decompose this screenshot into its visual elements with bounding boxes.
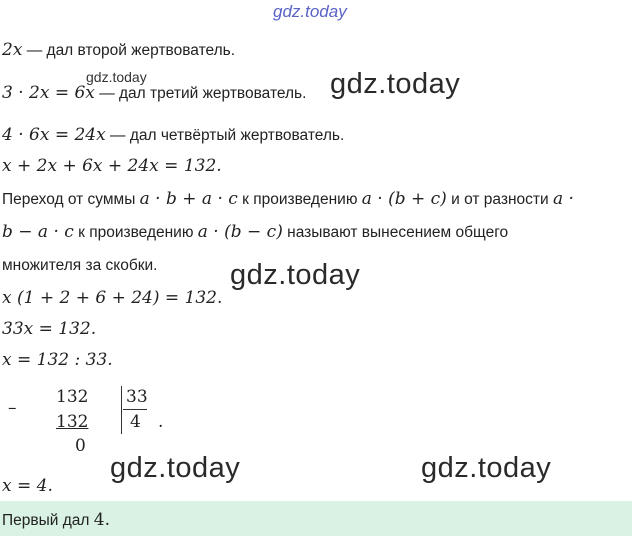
- division-subtrahend: 132: [56, 412, 89, 432]
- division-horizontal-bar: [123, 409, 147, 410]
- equation-sum: x + 2x + 6x + 24x = 132.: [2, 156, 222, 176]
- watermark-big-4: gdz.today: [421, 452, 552, 484]
- equation-factored: x (1 + 2 + 6 + 24) = 132.: [2, 288, 223, 308]
- watermark-small: gdz.today: [86, 69, 147, 85]
- math-3-2x: 3 · 2x = 6x: [2, 83, 95, 103]
- answer-value: 4.: [93, 510, 110, 530]
- division-vertical-bar: [121, 386, 122, 434]
- answer-text: Первый дал 4.: [2, 510, 110, 530]
- line-third-donor: [2, 83, 306, 104]
- division-end-dot: .: [158, 412, 164, 432]
- watermark-top: gdz.today: [273, 2, 347, 21]
- text-second-donor: — дал второй жертвователь.: [22, 42, 236, 59]
- math-4-6x: 4 · 6x = 24x: [2, 125, 106, 145]
- equation-x-div: x = 132 : 33.: [2, 350, 113, 370]
- text-fourth-donor: — дал четвёртый жертвователь.: [105, 127, 345, 144]
- division-remainder: 0: [75, 436, 86, 456]
- division-dividend: 132: [56, 387, 89, 407]
- paragraph-line-1: Переход от суммы a · b + a · c к произведению a · (b + c) и от разности a ·: [2, 189, 574, 209]
- paragraph-line-3: множителя за скобки.: [2, 257, 158, 274]
- paragraph-line-2: b − a · c к произведению a · (b − c) называют вынесением общего: [2, 222, 509, 242]
- watermark-big-1: gdz.today: [330, 68, 461, 100]
- equation-x-result: x = 4.: [2, 476, 53, 496]
- division-divisor: 33: [126, 387, 148, 407]
- math-2x: 2x: [2, 40, 23, 60]
- line-fourth-donor: [2, 125, 344, 146]
- division-minus-sign: –: [8, 398, 17, 418]
- line-second-donor: [2, 40, 235, 61]
- watermark-big-2: gdz.today: [230, 259, 361, 291]
- watermark-big-3: gdz.today: [110, 452, 241, 484]
- division-quotient: 4: [130, 412, 141, 432]
- answer-bar: [0, 501, 632, 536]
- text-third-donor: — дал третий жертвователь.: [94, 85, 307, 102]
- equation-33x: 33x = 132.: [2, 319, 97, 339]
